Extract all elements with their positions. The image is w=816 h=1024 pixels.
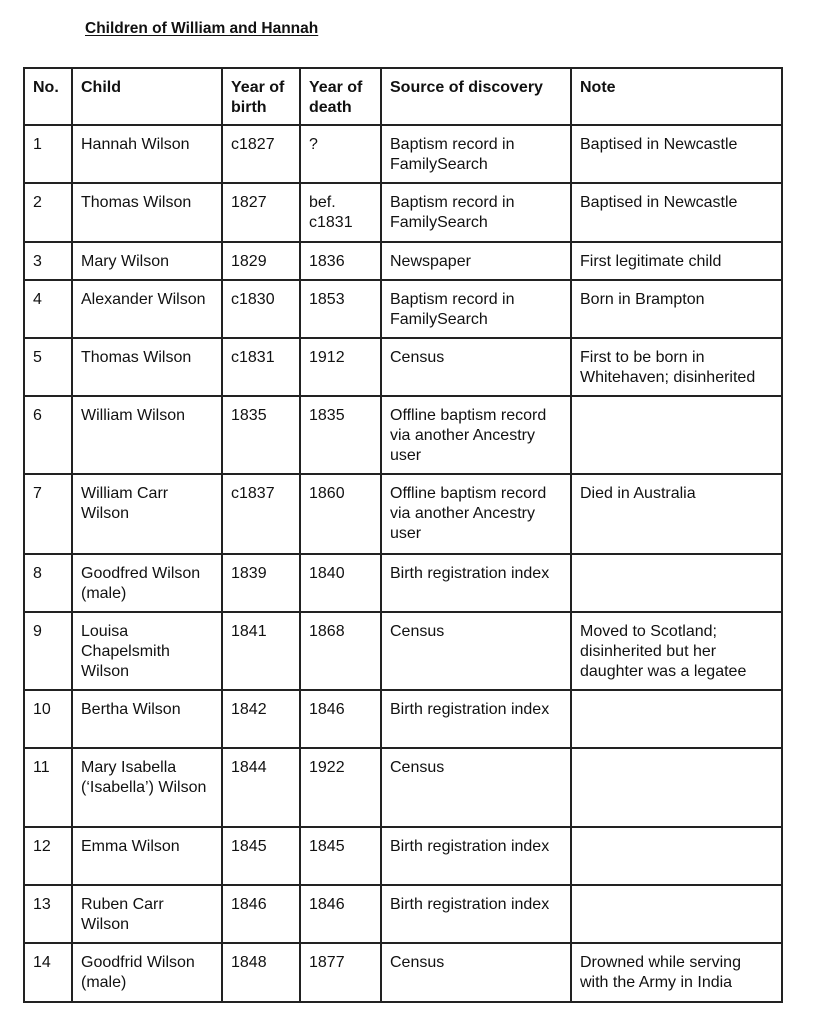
- cell-child: William Carr Wilson: [72, 474, 222, 554]
- header-note: Note: [571, 68, 782, 125]
- cell-year-of-birth: c1837: [222, 474, 300, 554]
- cell-no: 10: [24, 690, 72, 748]
- cell-note: [571, 396, 782, 474]
- table-row: [24, 338, 782, 396]
- header-no: No.: [24, 68, 72, 125]
- cell-no: 14: [24, 943, 72, 1002]
- cell-year-of-death: 1922: [300, 748, 381, 827]
- cell-year-of-death: 1845: [300, 827, 381, 885]
- table-row: [24, 885, 782, 943]
- cell-child: Mary Isabella (‘Isabella’) Wilson: [72, 748, 222, 827]
- cell-no: 11: [24, 748, 72, 827]
- children-table: [23, 67, 783, 1003]
- cell-note: [571, 690, 782, 748]
- cell-source: Census: [381, 338, 571, 396]
- cell-source: Birth registration index: [381, 885, 571, 943]
- cell-source: Census: [381, 612, 571, 690]
- cell-year-of-death: bef. c1831: [300, 183, 381, 242]
- cell-note: First legitimate child: [571, 242, 782, 280]
- table-row: [24, 827, 782, 885]
- cell-no: 8: [24, 554, 72, 612]
- cell-source: Baptism record in FamilySearch: [381, 183, 571, 242]
- table-row: [24, 748, 782, 827]
- cell-no: 6: [24, 396, 72, 474]
- cell-note: Died in Australia: [571, 474, 782, 554]
- cell-child: Alexander Wilson: [72, 280, 222, 338]
- cell-year-of-birth: c1827: [222, 125, 300, 183]
- cell-child: Louisa Chapelsmith Wilson: [72, 612, 222, 690]
- cell-year-of-death: 1868: [300, 612, 381, 690]
- cell-source: Census: [381, 748, 571, 827]
- table-header-row: [24, 68, 782, 125]
- cell-note: First to be born in Whitehaven; disinherited: [571, 338, 782, 396]
- cell-child: Bertha Wilson: [72, 690, 222, 748]
- cell-child: Hannah Wilson: [72, 125, 222, 183]
- cell-no: 1: [24, 125, 72, 183]
- cell-no: 7: [24, 474, 72, 554]
- table-row: [24, 554, 782, 612]
- table-row: [24, 280, 782, 338]
- cell-note: Baptised in Newcastle: [571, 183, 782, 242]
- cell-source: Baptism record in FamilySearch: [381, 125, 571, 183]
- cell-child: Emma Wilson: [72, 827, 222, 885]
- cell-note: Drowned while serving with the Army in India: [571, 943, 782, 1002]
- cell-note: [571, 885, 782, 943]
- header-year-of-death: Year of death: [300, 68, 381, 125]
- table-row: [24, 690, 782, 748]
- cell-year-of-birth: 1839: [222, 554, 300, 612]
- table-row: [24, 125, 782, 183]
- document-title: Children of William and Hannah: [85, 20, 319, 37]
- cell-source: Offline baptism record via another Ancestry user: [381, 396, 571, 474]
- cell-year-of-birth: 1842: [222, 690, 300, 748]
- cell-year-of-death: 1853: [300, 280, 381, 338]
- cell-note: [571, 827, 782, 885]
- cell-year-of-birth: c1831: [222, 338, 300, 396]
- cell-note: Born in Brampton: [571, 280, 782, 338]
- cell-no: 9: [24, 612, 72, 690]
- cell-no: 3: [24, 242, 72, 280]
- table-row: [24, 396, 782, 474]
- cell-no: 5: [24, 338, 72, 396]
- cell-source: Birth registration index: [381, 554, 571, 612]
- cell-source: Birth registration index: [381, 690, 571, 748]
- cell-source: Birth registration index: [381, 827, 571, 885]
- cell-year-of-death: 1836: [300, 242, 381, 280]
- cell-note: [571, 748, 782, 827]
- cell-child: Ruben Carr Wilson: [72, 885, 222, 943]
- cell-year-of-death: 1912: [300, 338, 381, 396]
- cell-year-of-birth: 1848: [222, 943, 300, 1002]
- cell-note: Baptised in Newcastle: [571, 125, 782, 183]
- cell-year-of-death: ?: [300, 125, 381, 183]
- table-row: [24, 943, 782, 1002]
- cell-year-of-death: 1846: [300, 885, 381, 943]
- cell-year-of-death: 1840: [300, 554, 381, 612]
- cell-year-of-birth: 1844: [222, 748, 300, 827]
- cell-child: Goodfred Wilson (male): [72, 554, 222, 612]
- cell-year-of-birth: 1829: [222, 242, 300, 280]
- cell-year-of-death: 1877: [300, 943, 381, 1002]
- cell-year-of-death: 1846: [300, 690, 381, 748]
- cell-year-of-birth: 1845: [222, 827, 300, 885]
- header-child: Child: [72, 68, 222, 125]
- cell-year-of-birth: 1846: [222, 885, 300, 943]
- cell-no: 4: [24, 280, 72, 338]
- cell-child: Thomas Wilson: [72, 338, 222, 396]
- cell-year-of-birth: c1830: [222, 280, 300, 338]
- table-row: [24, 242, 782, 280]
- table-row: [24, 183, 782, 242]
- cell-source: Newspaper: [381, 242, 571, 280]
- header-year-of-birth: Year of birth: [222, 68, 300, 125]
- cell-child: Goodfrid Wilson (male): [72, 943, 222, 1002]
- cell-note: [571, 554, 782, 612]
- cell-note: Moved to Scotland; disinherited but her daughter was a legatee: [571, 612, 782, 690]
- cell-year-of-death: 1860: [300, 474, 381, 554]
- cell-child: William Wilson: [72, 396, 222, 474]
- cell-child: Mary Wilson: [72, 242, 222, 280]
- table-row: [24, 474, 782, 554]
- cell-source: Offline baptism record via another Ancestry user: [381, 474, 571, 554]
- header-source: Source of discovery: [381, 68, 571, 125]
- cell-year-of-birth: 1835: [222, 396, 300, 474]
- cell-no: 12: [24, 827, 72, 885]
- cell-no: 13: [24, 885, 72, 943]
- cell-no: 2: [24, 183, 72, 242]
- cell-child: Thomas Wilson: [72, 183, 222, 242]
- cell-year-of-birth: 1827: [222, 183, 300, 242]
- cell-source: Baptism record in FamilySearch: [381, 280, 571, 338]
- cell-year-of-death: 1835: [300, 396, 381, 474]
- cell-year-of-birth: 1841: [222, 612, 300, 690]
- cell-source: Census: [381, 943, 571, 1002]
- table-row: [24, 612, 782, 690]
